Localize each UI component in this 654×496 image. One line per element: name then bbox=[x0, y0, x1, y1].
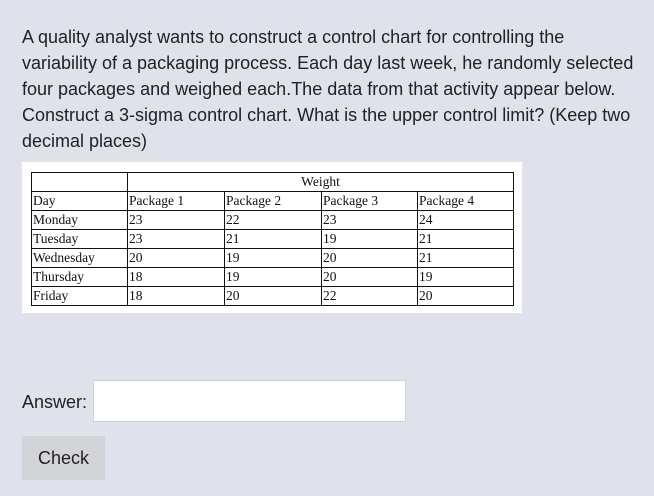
weight-cell: 20 bbox=[322, 268, 418, 287]
weight-cell: 23 bbox=[128, 230, 225, 249]
table-corner-cell bbox=[32, 173, 128, 192]
answer-label: Answer: bbox=[22, 392, 88, 412]
weight-cell: 22 bbox=[322, 287, 418, 306]
weight-cell: 19 bbox=[225, 249, 322, 268]
weight-cell: 23 bbox=[322, 211, 418, 230]
column-header: Package 2 bbox=[225, 192, 322, 211]
column-header: Package 3 bbox=[322, 192, 418, 211]
column-header: Package 4 bbox=[418, 192, 514, 211]
weight-cell: 21 bbox=[418, 249, 514, 268]
day-cell: Tuesday bbox=[32, 230, 128, 249]
weight-cell: 18 bbox=[128, 287, 225, 306]
weight-cell: 23 bbox=[128, 211, 225, 230]
weight-cell: 20 bbox=[418, 287, 514, 306]
weight-group-header: Weight bbox=[128, 173, 514, 192]
weight-cell: 19 bbox=[225, 268, 322, 287]
day-cell: Monday bbox=[32, 211, 128, 230]
table-header-row bbox=[32, 192, 514, 211]
day-cell: Friday bbox=[32, 287, 128, 306]
check-button[interactable]: Check bbox=[22, 436, 105, 480]
weight-cell: 20 bbox=[225, 287, 322, 306]
column-header: Day bbox=[32, 192, 128, 211]
day-cell: Thursday bbox=[32, 268, 128, 287]
answer-input[interactable] bbox=[93, 380, 406, 422]
weight-cell: 22 bbox=[225, 211, 322, 230]
weight-cell: 18 bbox=[128, 268, 225, 287]
table-group-header-row bbox=[32, 173, 514, 192]
weight-cell: 24 bbox=[418, 211, 514, 230]
table-row bbox=[32, 268, 514, 287]
table-row bbox=[32, 249, 514, 268]
column-header: Package 1 bbox=[128, 192, 225, 211]
question-text: A quality analyst wants to construct a control chart for controlling the variability of a packaging process. Each day last week, he randomly selected four packages and weighed each.The data from that activity appear below. Construct a 3-sigma control chart. What is the upper control limit? (Keep two decimal places) bbox=[22, 27, 634, 151]
data-table bbox=[31, 172, 514, 306]
table-row bbox=[32, 230, 514, 249]
weight-cell: 20 bbox=[128, 249, 225, 268]
weight-cell: 21 bbox=[418, 230, 514, 249]
table-row bbox=[32, 211, 514, 230]
weight-cell: 21 bbox=[225, 230, 322, 249]
day-cell: Wednesday bbox=[32, 249, 128, 268]
weight-cell: 19 bbox=[418, 268, 514, 287]
table-row bbox=[32, 287, 514, 306]
data-table-image bbox=[22, 162, 522, 313]
weight-cell: 20 bbox=[322, 249, 418, 268]
weight-cell: 19 bbox=[322, 230, 418, 249]
